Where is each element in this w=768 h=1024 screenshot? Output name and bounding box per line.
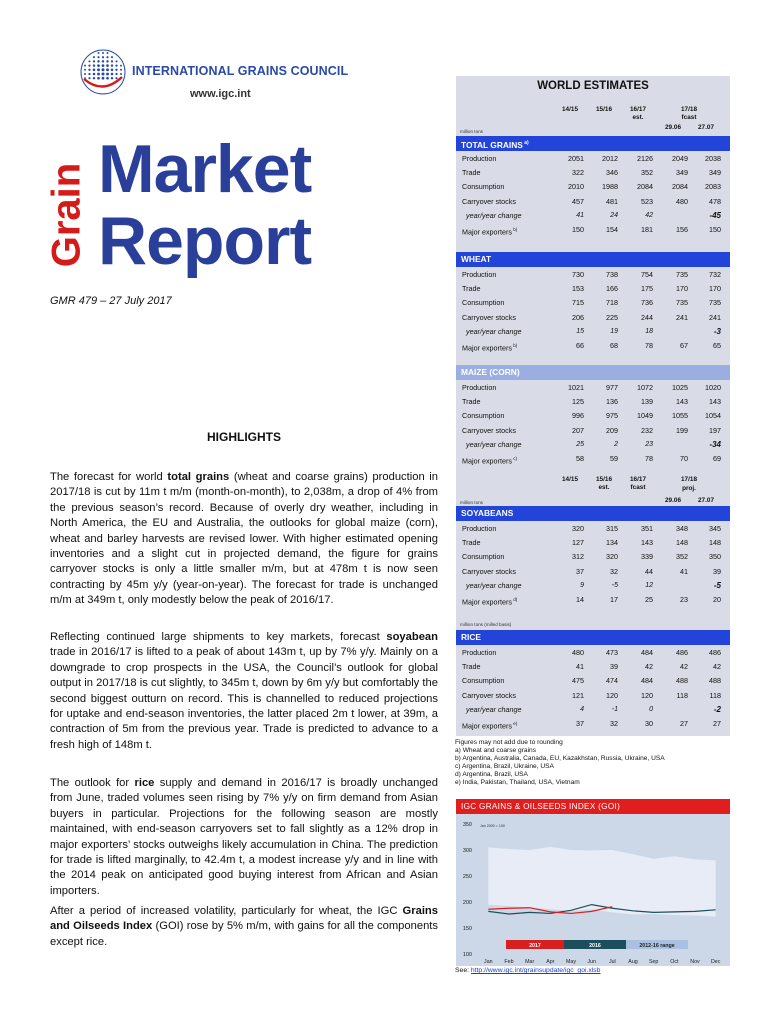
table-cell: 715 xyxy=(572,298,584,308)
table-row xyxy=(456,646,730,660)
table-row xyxy=(456,339,730,353)
row-label: Carryover stocks xyxy=(462,425,516,435)
row-label: Trade xyxy=(462,538,481,548)
highlights-heading: HIGHLIGHTS xyxy=(207,430,281,444)
table-cell: 148 xyxy=(709,538,721,548)
table-cell: 143 xyxy=(676,397,688,407)
table-cell: 320 xyxy=(572,524,584,533)
table-row xyxy=(456,381,730,395)
row-label: Production xyxy=(462,648,497,657)
table-row xyxy=(456,311,730,325)
col2-1718: 17/18 xyxy=(681,476,697,483)
table-cell: 20 xyxy=(713,595,721,604)
title-market: Market xyxy=(98,131,312,207)
row-label: Major exporters $^{d)}$ xyxy=(462,597,518,607)
table-row xyxy=(456,536,730,550)
table-cell: 120 xyxy=(606,690,618,700)
table-cell: 41 xyxy=(680,566,688,576)
table-cell: 139 xyxy=(641,397,653,407)
igc-globe-logo xyxy=(78,47,128,97)
table-cell: 474 xyxy=(606,676,618,686)
col-date-1: 29.06 xyxy=(665,124,681,131)
table-cell: 39 xyxy=(713,566,721,576)
row-label: Carryover stocks xyxy=(462,196,516,206)
table-row xyxy=(456,296,730,310)
title-grain: Grain xyxy=(44,162,89,268)
row-label: Carryover stocks xyxy=(462,690,516,700)
table-cell: 480 xyxy=(676,196,688,206)
table-cell: 486 xyxy=(709,648,721,657)
table-cell: 207 xyxy=(572,425,584,435)
base-note: Jan 2000 = 100 xyxy=(480,824,505,828)
row-label: Consumption xyxy=(462,552,505,562)
col-1617-est: est. xyxy=(632,114,644,121)
table-cell: 2049 xyxy=(672,154,688,163)
row-label: Major exporters $^{b)}$ xyxy=(462,227,518,237)
table-cell: 59 xyxy=(610,454,618,463)
table-cell: 486 xyxy=(676,648,688,657)
row-label: year/year change xyxy=(466,439,522,449)
table-cell: 352 xyxy=(676,552,688,562)
table-row xyxy=(456,438,730,452)
table-cell: 134 xyxy=(606,538,618,548)
row-label: Production xyxy=(462,524,497,533)
row-label: Consumption xyxy=(462,298,505,308)
table-cell: 2083 xyxy=(705,182,721,192)
table-cell: 349 xyxy=(676,168,688,178)
row-label: year/year change xyxy=(466,580,522,590)
table-cell: 736 xyxy=(641,298,653,308)
org-url[interactable]: www.igc.int xyxy=(190,88,251,100)
table-cell: 118 xyxy=(676,690,688,700)
section-header-maize-corn-: MAIZE (CORN) xyxy=(456,365,730,380)
table-row xyxy=(456,152,730,166)
table-row xyxy=(456,717,730,731)
table-cell: 9 xyxy=(580,581,584,589)
y-tick-label: 150 xyxy=(462,926,472,932)
table-cell: 175 xyxy=(641,284,653,294)
unit-label-rice: million tons (milled basis) xyxy=(460,622,512,627)
table-row xyxy=(456,660,730,674)
table-cell: 150 xyxy=(709,225,721,234)
col-1718: 17/18 xyxy=(681,106,697,113)
table-row xyxy=(456,409,730,423)
note-line: e) India, Pakistan, Thailand, USA, Vietnam xyxy=(455,779,580,787)
table-cell: 121 xyxy=(572,690,584,700)
x-tick-label: Sep xyxy=(648,959,659,965)
col2-date-1: 29.06 xyxy=(665,497,681,504)
table-cell: 735 xyxy=(709,298,721,308)
table-cell: 19 xyxy=(610,327,618,335)
x-tick-label: Oct xyxy=(670,959,679,965)
x-tick-label: May xyxy=(565,959,577,965)
note-line: Figures may not add due to rounding xyxy=(455,739,563,746)
table-cell: 2038 xyxy=(705,154,721,163)
col2-1415: 14/15 xyxy=(562,476,578,483)
table-cell: 244 xyxy=(641,312,653,322)
table-cell: 718 xyxy=(606,298,618,308)
row-label: Production xyxy=(462,270,497,279)
table-cell: -3 xyxy=(713,326,721,336)
table-cell: 484 xyxy=(641,676,653,686)
table-cell: 23 xyxy=(680,595,688,604)
table-cell: 488 xyxy=(709,676,721,686)
row-label: year/year change xyxy=(466,704,522,714)
table-cell: 1988 xyxy=(602,182,618,192)
table-cell: 1021 xyxy=(568,383,584,392)
table-cell: 199 xyxy=(676,425,688,435)
table-cell: -45 xyxy=(709,210,721,220)
table-cell: 156 xyxy=(676,225,688,234)
table-row xyxy=(456,703,730,717)
col2-1516: 15/16 xyxy=(596,476,612,483)
table-cell: 457 xyxy=(572,196,584,206)
table-cell: 58 xyxy=(576,454,584,463)
table-cell: 37 xyxy=(576,566,584,576)
paragraph-goi: After a period of increased volatility, particularly for wheat, the IGC Grains and Oilseeds Index (GOI) rose by 5% m/m, with gains for all the components except rice. xyxy=(50,905,438,948)
table-cell: 1020 xyxy=(705,383,721,392)
goi-link[interactable]: http://www.igc.int/grainsupdate/igc_goi.xlsb xyxy=(470,967,601,974)
table-cell: 206 xyxy=(572,312,584,322)
y-tick-label: 200 xyxy=(462,900,472,906)
table-cell: 69 xyxy=(713,454,721,463)
table-cell: 143 xyxy=(709,397,721,407)
paragraph-soyabean: Reflecting continued large shipments to key markets, forecast soyabean trade in 2016/17 is lifted to a peak of about 143m t, up by 7% y/y. Mainly on a downgrade to crop prospects in the USA, the Council’s outlook for global output in 2017/18 is cut slightly, to 345m t, down by 6m y/y but comfortably the second biggest outturn on record. This is channelled to reduced projections for uptake and end-season inventories, the latter placed 2m t lower, at 39m, a contraction of 5m from the previous year. Trade is predicted to advance to a fresh high of 148m t. xyxy=(50,631,438,751)
row-label: Trade xyxy=(462,662,481,672)
x-tick-label: Apr xyxy=(546,959,555,965)
legend-label: 2012-16 range xyxy=(639,943,675,949)
x-tick-label: Feb xyxy=(504,959,514,965)
table-cell: 352 xyxy=(641,168,653,178)
col2-1516-est: est. xyxy=(598,484,610,491)
table-cell: 1072 xyxy=(637,383,653,392)
world-estimates-title: WORLD ESTIMATES xyxy=(537,80,649,92)
paragraph-rice: The outlook for rice supply and demand in 2016/17 is broadly unchanged from June, traded volumes seen rising by 7% y/y on firm demand from Asian buyers in particular. Projections for the following season are mostly maintained, with end-season carryovers set to fall slightly as a 12% drop in major exporters’ stocks outweighs likely accumulation in China. The prediction for trade is lifted marginally, to 42.4m t, a modest increase y/y and in line with the 2014 peak on anticipated good buying interest from African and Asian importers. xyxy=(50,777,439,897)
table-notes xyxy=(455,739,665,788)
section-header-total-grains: TOTAL GRAINS $^{a)}$ xyxy=(456,136,730,151)
table-cell: 170 xyxy=(709,284,721,294)
col2-date-2: 27.07 xyxy=(698,497,714,504)
section-header-wheat: WHEAT xyxy=(456,252,730,267)
table-cell: 150 xyxy=(572,225,584,234)
table-cell: 2084 xyxy=(672,182,688,192)
org-name: INTERNATIONAL GRAINS COUNCIL xyxy=(132,64,349,78)
table-cell: 2012 xyxy=(602,154,618,163)
row-label: Production xyxy=(462,383,497,392)
table-row xyxy=(456,522,730,536)
legend-label: 2017 xyxy=(529,943,541,949)
table-cell: 127 xyxy=(572,538,584,548)
x-tick-label: Mar xyxy=(525,959,535,965)
table-row xyxy=(456,550,730,564)
table-row xyxy=(456,195,730,209)
row-label: Major exporters $^{b)}$ xyxy=(462,343,518,353)
y-tick-label: 250 xyxy=(462,874,472,880)
table-cell: 2 xyxy=(614,440,618,448)
x-tick-label: Jul xyxy=(608,959,616,965)
table-cell: 37 xyxy=(576,719,584,728)
table-cell: 120 xyxy=(641,690,653,700)
row-label: Trade xyxy=(462,284,481,294)
goi-source xyxy=(455,967,600,974)
table-cell: 241 xyxy=(709,312,721,322)
table-cell: 25 xyxy=(645,595,653,604)
table-cell: 523 xyxy=(641,196,653,206)
table-cell: 17 xyxy=(610,595,618,604)
table-row xyxy=(456,674,730,688)
table-cell: 225 xyxy=(606,312,618,322)
legend-label: 2016 xyxy=(589,943,601,949)
table-cell: 170 xyxy=(676,284,688,294)
table-cell: 2126 xyxy=(637,154,653,163)
row-label: Carryover stocks xyxy=(462,312,516,322)
table-cell: 977 xyxy=(606,383,618,392)
note-line: d) Argentina, Brazil, USA xyxy=(455,771,528,779)
table-cell: 315 xyxy=(606,524,618,533)
table-cell: 24 xyxy=(610,211,618,219)
table-cell: 241 xyxy=(676,312,688,322)
table-cell: 2010 xyxy=(568,182,584,192)
table-cell: 232 xyxy=(641,425,653,435)
table-cell: 312 xyxy=(572,552,584,562)
table-cell: 15 xyxy=(576,327,584,335)
table-cell: 12 xyxy=(645,581,653,589)
table-cell: 1025 xyxy=(672,383,688,392)
table-cell: 67 xyxy=(680,341,688,350)
table-cell: 732 xyxy=(709,270,721,279)
row-label: Major exporters $^{e)}$ xyxy=(462,721,518,731)
table-cell: 18 xyxy=(645,327,653,335)
table-cell: 484 xyxy=(641,648,653,657)
table-cell: 118 xyxy=(709,690,721,700)
table-cell: 475 xyxy=(572,676,584,686)
row-label: Consumption xyxy=(462,676,505,686)
table-cell: 2084 xyxy=(637,182,653,192)
table-cell: -2 xyxy=(713,704,721,714)
col-date-2: 27.07 xyxy=(698,124,714,131)
table-row xyxy=(456,166,730,180)
table-cell: 27 xyxy=(713,719,721,728)
x-tick-label: Jan xyxy=(484,959,493,965)
table-cell: 735 xyxy=(676,270,688,279)
table-cell: 197 xyxy=(709,425,721,435)
title-report: Report xyxy=(98,203,312,279)
table-cell: 349 xyxy=(709,168,721,178)
issue-date: GMR 479 – 27 July 2017 xyxy=(50,295,172,307)
x-tick-label: Jun xyxy=(587,959,596,965)
table-row xyxy=(456,593,730,607)
y-tick-label: 300 xyxy=(462,848,472,854)
table-cell: 345 xyxy=(709,524,721,533)
table-cell: 754 xyxy=(641,270,653,279)
x-tick-label: Aug xyxy=(628,959,638,965)
table-cell: 153 xyxy=(572,284,584,294)
table-cell: 350 xyxy=(709,552,721,562)
table-cell: 32 xyxy=(610,566,618,576)
table-cell: 339 xyxy=(641,552,653,562)
table-cell: -5 xyxy=(713,580,721,590)
table-cell: 4 xyxy=(580,705,584,713)
col2-1617-fcast: fcast xyxy=(630,484,646,491)
table-cell: 181 xyxy=(641,225,653,234)
table-row xyxy=(456,689,730,703)
table-cell: 148 xyxy=(676,538,688,548)
table-cell: 32 xyxy=(610,719,618,728)
table-cell: 25 xyxy=(576,440,584,448)
table-cell: 70 xyxy=(680,454,688,463)
table-row xyxy=(456,325,730,339)
table-cell: 154 xyxy=(606,225,618,234)
table-cell: 39 xyxy=(610,662,618,672)
table-row xyxy=(456,282,730,296)
goi-header: IGC GRAINS & OILSEEDS INDEX (GOI) xyxy=(456,799,730,814)
table-cell: 0 xyxy=(649,705,653,713)
col-1718-fcast: fcast xyxy=(681,114,697,121)
table-cell: 27 xyxy=(680,719,688,728)
table-cell: 66 xyxy=(576,341,584,350)
table-cell: 65 xyxy=(713,341,721,350)
table-cell: 68 xyxy=(610,341,618,350)
table-cell: 1055 xyxy=(672,411,688,421)
row-label: Consumption xyxy=(462,182,505,192)
table-cell: 996 xyxy=(572,411,584,421)
table-row xyxy=(456,565,730,579)
table-cell: 42 xyxy=(645,662,653,672)
table-cell: 346 xyxy=(606,168,618,178)
table-cell: 488 xyxy=(676,676,688,686)
col2-1718-proj: proj. xyxy=(682,485,696,492)
section-header-soyabeans: SOYABEANS xyxy=(456,506,730,521)
table-row xyxy=(456,180,730,194)
table-row xyxy=(456,579,730,593)
table-cell: 2051 xyxy=(568,154,584,163)
row-label: Trade xyxy=(462,397,481,407)
table-cell: 1054 xyxy=(705,411,721,421)
row-label: Major exporters $^{c)}$ xyxy=(462,456,517,466)
table-cell: 14 xyxy=(576,595,584,604)
row-label: year/year change xyxy=(466,326,522,336)
table-row xyxy=(456,452,730,466)
table-cell: 143 xyxy=(641,538,653,548)
x-tick-label: Dec xyxy=(710,959,721,965)
table-cell: 738 xyxy=(606,270,618,279)
table-cell: -1 xyxy=(611,705,618,713)
table-cell: 480 xyxy=(572,648,584,657)
paragraph-total-grains: The forecast for world total grains (wheat and coarse grains) production in 2017/18 is cut by 11m t m/m (month-on-month), to 2,038m, a drop of 4% from the previous season’s record. Because of overly dry weather, including in North America, the EU and Australia, the outlooks for global maize (corn), wheat and barley harvests are revised lower. With higher estimated opening inventories and a slight cut in projected demand, the figure for grains carryover stocks is only a little smaller m/m, but at 478m t is now seen contracting by 45m y/y (year-on-year). The forecast for trade is unchanged m/m at 349m t, only modestly below the peak of 2016/17. xyxy=(50,471,439,607)
table-cell: 23 xyxy=(645,440,653,448)
table-cell: 125 xyxy=(572,397,584,407)
table-cell: 348 xyxy=(676,524,688,533)
table-cell: 735 xyxy=(676,298,688,308)
row-label: Carryover stocks xyxy=(462,566,516,576)
table-cell: 78 xyxy=(645,454,653,463)
row-label: year/year change xyxy=(466,210,522,220)
table-row xyxy=(456,268,730,282)
y-tick-label: 100 xyxy=(462,952,472,958)
table-cell: 166 xyxy=(606,284,618,294)
y-tick-label: 350 xyxy=(462,822,472,828)
col-1617: 16/17 xyxy=(630,106,646,113)
table-cell: 478 xyxy=(709,196,721,206)
note-line: a) Wheat and coarse grains xyxy=(455,747,536,755)
unit-label: million tons xyxy=(460,129,483,134)
table-cell: 322 xyxy=(572,168,584,178)
table-cell: 42 xyxy=(680,662,688,672)
row-label: Consumption xyxy=(462,411,505,421)
col2-1617: 16/17 xyxy=(630,476,646,483)
row-label: Production xyxy=(462,154,497,163)
table-cell: -34 xyxy=(709,439,721,449)
table-cell: 209 xyxy=(606,425,618,435)
see-label: See: xyxy=(455,967,471,974)
note-line: b) Argentina, Australia, Canada, EU, Kazakhstan, Russia, Ukraine, USA xyxy=(455,755,665,763)
table-cell: 42 xyxy=(713,662,721,672)
table-row xyxy=(456,395,730,409)
table-cell: -5 xyxy=(611,581,618,589)
table-cell: 78 xyxy=(645,341,653,350)
table-cell: 30 xyxy=(645,719,653,728)
note-line: c) Argentina, Brazil, Ukraine, USA xyxy=(455,763,554,771)
col-1516: 15/16 xyxy=(596,106,612,113)
table-cell: 41 xyxy=(576,211,584,219)
table-cell: 975 xyxy=(606,411,618,421)
table-row xyxy=(456,424,730,438)
table-cell: 481 xyxy=(606,196,618,206)
col-1415: 14/15 xyxy=(562,106,578,113)
table-cell: 136 xyxy=(606,397,618,407)
table-cell: 42 xyxy=(645,211,653,219)
x-tick-label: Nov xyxy=(690,959,700,965)
section-header-rice: RICE xyxy=(456,630,730,645)
table-cell: 351 xyxy=(641,524,653,533)
goi-chart xyxy=(456,814,730,966)
table-row xyxy=(456,223,730,237)
table-cell: 473 xyxy=(606,648,618,657)
unit-label-2: million tons xyxy=(460,500,483,505)
table-cell: 1049 xyxy=(637,411,653,421)
table-cell: 730 xyxy=(572,270,584,279)
table-cell: 41 xyxy=(576,662,584,672)
table-cell: 320 xyxy=(606,552,618,562)
row-label: Trade xyxy=(462,168,481,178)
table-row xyxy=(456,209,730,223)
table-cell: 44 xyxy=(645,566,653,576)
